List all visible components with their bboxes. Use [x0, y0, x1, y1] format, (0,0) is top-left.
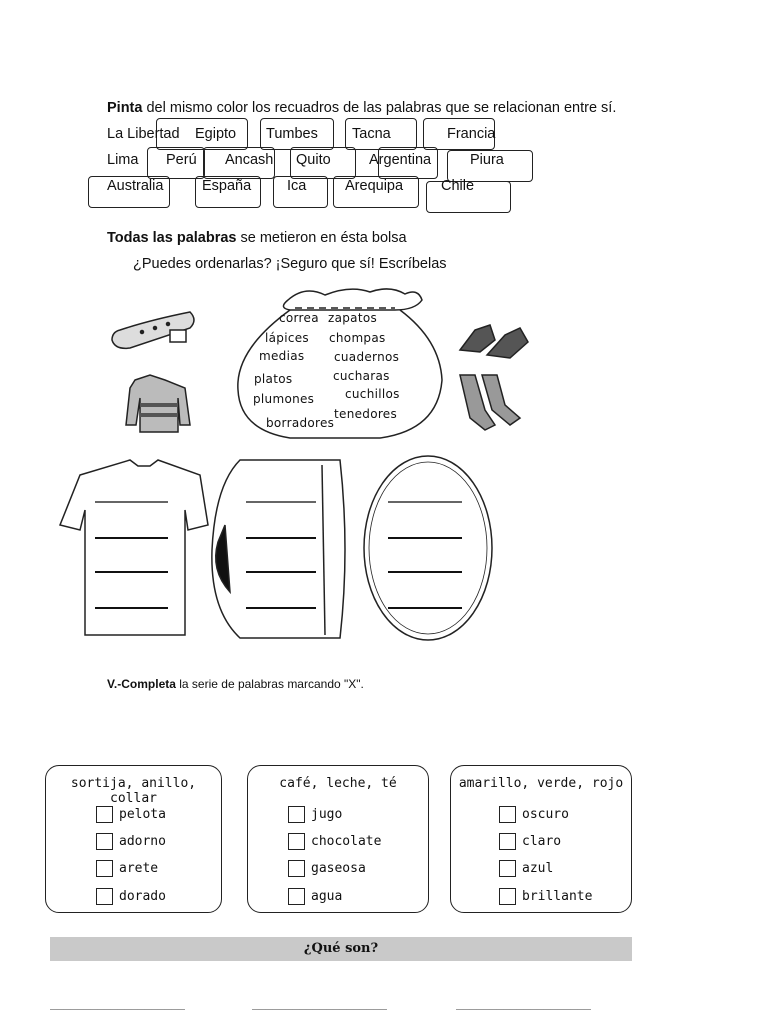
- checkbox[interactable]: [96, 833, 113, 850]
- option-label: oscuro: [522, 806, 569, 822]
- option-label: dorado: [119, 888, 166, 904]
- answer-line[interactable]: ____________________: [50, 996, 185, 1010]
- option-label: agua: [311, 888, 343, 904]
- checkbox[interactable]: [288, 888, 305, 905]
- word-la-libertad: La Libertad: [107, 126, 180, 142]
- word-peru: Perú: [166, 152, 197, 168]
- bag-title-bold: Todas las palabras: [107, 230, 237, 246]
- word-tumbes: Tumbes: [266, 126, 318, 142]
- option-label: gaseosa: [311, 860, 366, 876]
- word-lima: Lima: [107, 152, 139, 168]
- bag-word: plumones: [253, 392, 315, 406]
- question-bar: ¿Qué son?: [50, 937, 632, 961]
- option[interactable]: [288, 886, 342, 906]
- option-label: adorno: [119, 833, 166, 849]
- option[interactable]: [499, 886, 592, 906]
- option[interactable]: [499, 831, 561, 851]
- answer-line[interactable]: ____________________: [456, 996, 591, 1010]
- belt-icon: [112, 312, 194, 348]
- word-arequipa: Arequipa: [345, 178, 404, 194]
- bag-title: [107, 230, 407, 246]
- word-argentina: Argentina: [369, 152, 432, 168]
- bag-subtitle: ¿Puedes ordenarlas? ¡Seguro que sí! Escríbelas: [133, 256, 447, 272]
- checkbox[interactable]: [499, 860, 516, 877]
- card-title: amarillo, verde, rojo: [458, 776, 624, 791]
- option[interactable]: [96, 804, 166, 824]
- bag-word: borradores: [266, 416, 335, 430]
- checkbox[interactable]: [499, 833, 516, 850]
- bag-word: zapatos: [328, 311, 378, 325]
- series-card-1: [45, 765, 222, 913]
- bag-word: platos: [254, 372, 293, 386]
- checkbox[interactable]: [96, 806, 113, 823]
- option[interactable]: [288, 858, 366, 878]
- bag-word: tenedores: [334, 407, 398, 421]
- option[interactable]: [96, 858, 158, 878]
- option[interactable]: [499, 858, 553, 878]
- option-label: azul: [522, 860, 554, 876]
- bag-word: chompas: [329, 331, 386, 345]
- word-piura: Piura: [470, 152, 504, 168]
- socks-icon: [460, 375, 520, 430]
- bag-word: cucharas: [333, 369, 390, 383]
- notebook-icon: [212, 460, 345, 638]
- instruction-bold: Pinta: [107, 100, 143, 116]
- option-label: jugo: [311, 806, 343, 822]
- checkbox[interactable]: [288, 860, 305, 877]
- option-label: pelota: [119, 806, 166, 822]
- option-label: chocolate: [311, 833, 382, 849]
- word-tacna: Tacna: [352, 126, 391, 142]
- series-card-2: [247, 765, 429, 913]
- answer-line[interactable]: ____________________: [252, 996, 387, 1010]
- plate-icon: [364, 456, 492, 640]
- word-australia: Australia: [107, 178, 164, 194]
- option[interactable]: [499, 804, 569, 824]
- word-ica: Ica: [287, 178, 307, 194]
- section-v-heading: [107, 677, 364, 691]
- checkbox[interactable]: [499, 888, 516, 905]
- word-egipto: Egipto: [195, 126, 237, 142]
- option[interactable]: [288, 831, 381, 851]
- instruction-text: del mismo color los recuadros de las palabras que se relacionan entre sí.: [146, 100, 617, 116]
- option-label: arete: [119, 860, 159, 876]
- option[interactable]: [96, 831, 166, 851]
- word-espana: España: [202, 178, 252, 194]
- instruction-pinta: [107, 100, 616, 116]
- word-francia: Francia: [447, 126, 496, 142]
- bag-word: correa: [279, 311, 319, 325]
- section-v-heading-bold: V.-Completa: [107, 677, 176, 691]
- bag-word: medias: [259, 349, 305, 363]
- checkbox[interactable]: [499, 806, 516, 823]
- series-card-3: [450, 765, 632, 913]
- option-label: claro: [522, 833, 562, 849]
- word-chile: Chile: [441, 178, 475, 194]
- word-ancash: Ancash: [225, 152, 274, 168]
- checkbox[interactable]: [288, 833, 305, 850]
- option-label: brillante: [522, 888, 593, 904]
- word-quito: Quito: [296, 152, 331, 168]
- card-title: sortija, anillo, collar: [70, 776, 197, 806]
- bag-word: cuchillos: [345, 387, 400, 401]
- shirt-icon: [60, 460, 208, 635]
- option[interactable]: [288, 804, 342, 824]
- card-title: café, leche, té: [279, 776, 397, 791]
- checkbox[interactable]: [96, 888, 113, 905]
- bag-title-text: se metieron en ésta bolsa: [240, 230, 407, 246]
- option[interactable]: [96, 886, 166, 906]
- bag-word: cuadernos: [334, 350, 400, 364]
- shoes-icon: [460, 325, 528, 358]
- sweater-icon: [126, 375, 190, 432]
- checkbox[interactable]: [96, 860, 113, 877]
- checkbox[interactable]: [288, 806, 305, 823]
- bag-word: lápices: [265, 331, 309, 345]
- section-v-heading-text: la serie de palabras marcando "X".: [179, 677, 364, 691]
